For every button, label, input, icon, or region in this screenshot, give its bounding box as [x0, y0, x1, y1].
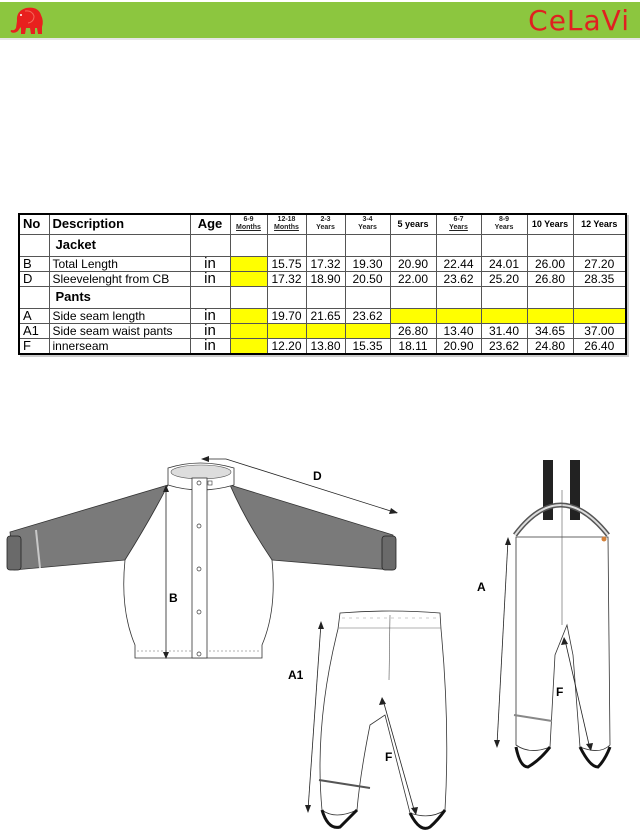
section-title: Pants	[49, 286, 190, 308]
size-value-cell	[267, 323, 306, 338]
measure-code: A	[19, 308, 49, 323]
column-header-description: Description	[49, 214, 190, 234]
size-value-cell	[230, 271, 267, 286]
table-row	[19, 308, 626, 323]
size-value-cell: 26.80	[390, 323, 436, 338]
empty-cell	[481, 234, 527, 256]
elephant-logo-icon	[8, 5, 46, 37]
size-value-cell: 23.62	[345, 308, 390, 323]
size-value-cell: 26.00	[527, 256, 573, 271]
brand-header-bar	[0, 2, 640, 40]
empty-cell	[306, 234, 345, 256]
size-value-cell: 34.65	[527, 323, 573, 338]
unit-cell: in	[190, 338, 230, 354]
measure-code: D	[19, 271, 49, 286]
empty-cell	[390, 234, 436, 256]
table-header-row	[19, 214, 626, 234]
table-body	[19, 234, 626, 354]
table-row	[19, 271, 626, 286]
size-value-cell: 20.50	[345, 271, 390, 286]
size-value-cell	[230, 338, 267, 354]
size-value-cell: 15.75	[267, 256, 306, 271]
empty-cell	[527, 234, 573, 256]
column-header-size: 2-3 Years	[306, 214, 345, 234]
size-value-cell: 15.35	[345, 338, 390, 354]
size-value-cell: 18.11	[390, 338, 436, 354]
column-header-size: 6-7 Years	[436, 214, 481, 234]
unit-cell: in	[190, 323, 230, 338]
size-value-cell: 26.80	[527, 271, 573, 286]
size-value-cell	[436, 308, 481, 323]
measure-description: Total Length	[49, 256, 190, 271]
size-value-cell	[573, 308, 626, 323]
measure-code: F	[19, 338, 49, 354]
size-value-cell	[390, 308, 436, 323]
size-value-cell	[230, 256, 267, 271]
dimension-label-d: D	[313, 469, 322, 483]
size-value-cell: 27.20	[573, 256, 626, 271]
empty-cell	[345, 286, 390, 308]
size-value-cell	[230, 308, 267, 323]
code-cell	[19, 234, 49, 256]
size-value-cell	[345, 323, 390, 338]
empty-cell	[527, 286, 573, 308]
size-value-cell: 28.35	[573, 271, 626, 286]
size-value-cell: 24.01	[481, 256, 527, 271]
empty-cell	[230, 234, 267, 256]
column-header-size: 6-9 Months	[230, 214, 267, 234]
size-value-cell: 20.90	[436, 338, 481, 354]
size-value-cell	[306, 323, 345, 338]
size-value-cell: 17.32	[267, 271, 306, 286]
empty-cell	[267, 286, 306, 308]
column-header-age: Age	[190, 214, 230, 234]
empty-cell	[436, 286, 481, 308]
waist-pants-technical-drawing	[300, 605, 480, 833]
section-header-row	[19, 286, 626, 308]
dimension-label-f-waist-pants: F	[385, 750, 393, 764]
empty-cell	[436, 234, 481, 256]
size-value-cell: 31.40	[481, 323, 527, 338]
measure-code: B	[19, 256, 49, 271]
table-row	[19, 323, 626, 338]
section-title: Jacket	[49, 234, 190, 256]
column-header-size: 12 Years	[573, 214, 626, 234]
column-header-size: 3-4 Years	[345, 214, 390, 234]
measure-description: innerseam	[49, 338, 190, 354]
bib-pants-technical-drawing	[480, 455, 640, 795]
size-value-cell: 19.30	[345, 256, 390, 271]
empty-cell	[190, 234, 230, 256]
size-value-cell: 20.90	[390, 256, 436, 271]
garment-illustrations	[0, 440, 640, 833]
dimension-label-a: A	[477, 580, 486, 594]
section-header-row	[19, 234, 626, 256]
size-value-cell: 23.62	[481, 338, 527, 354]
empty-cell	[573, 234, 626, 256]
empty-cell	[190, 286, 230, 308]
column-header-size: 5 years	[390, 214, 436, 234]
brand-logo-text: CeLaVi	[528, 4, 630, 37]
size-value-cell: 37.00	[573, 323, 626, 338]
size-value-cell: 24.80	[527, 338, 573, 354]
size-value-cell: 13.80	[306, 338, 345, 354]
measure-description: Side seam waist pants	[49, 323, 190, 338]
empty-cell	[230, 286, 267, 308]
empty-cell	[267, 234, 306, 256]
size-value-cell: 18.90	[306, 271, 345, 286]
size-value-cell	[527, 308, 573, 323]
size-chart-table	[18, 213, 627, 355]
size-value-cell: 17.32	[306, 256, 345, 271]
table-row	[19, 338, 626, 354]
size-value-cell: 13.40	[436, 323, 481, 338]
dimension-label-b: B	[169, 591, 178, 605]
unit-cell: in	[190, 308, 230, 323]
size-value-cell: 25.20	[481, 271, 527, 286]
size-value-cell: 22.00	[390, 271, 436, 286]
size-value-cell: 21.65	[306, 308, 345, 323]
table-row	[19, 256, 626, 271]
size-value-cell: 22.44	[436, 256, 481, 271]
size-value-cell: 19.70	[267, 308, 306, 323]
column-header-size: 10 Years	[527, 214, 573, 234]
size-value-cell	[230, 323, 267, 338]
empty-cell	[390, 286, 436, 308]
unit-cell: in	[190, 256, 230, 271]
column-header-size: 12-18 Months	[267, 214, 306, 234]
measure-description: Side seam length	[49, 308, 190, 323]
measure-description: Sleevelenght from CB	[49, 271, 190, 286]
column-header-no: No	[19, 214, 49, 234]
dimension-label-a1: A1	[288, 668, 304, 682]
measure-code: A1	[19, 323, 49, 338]
unit-cell: in	[190, 271, 230, 286]
dimension-label-f-bib-pants: F	[556, 685, 564, 699]
size-value-cell	[481, 308, 527, 323]
size-value-cell: 26.40	[573, 338, 626, 354]
empty-cell	[573, 286, 626, 308]
column-header-size: 8-9 Years	[481, 214, 527, 234]
empty-cell	[345, 234, 390, 256]
empty-cell	[306, 286, 345, 308]
empty-cell	[481, 286, 527, 308]
size-value-cell: 12.20	[267, 338, 306, 354]
size-value-cell: 23.62	[436, 271, 481, 286]
code-cell	[19, 286, 49, 308]
